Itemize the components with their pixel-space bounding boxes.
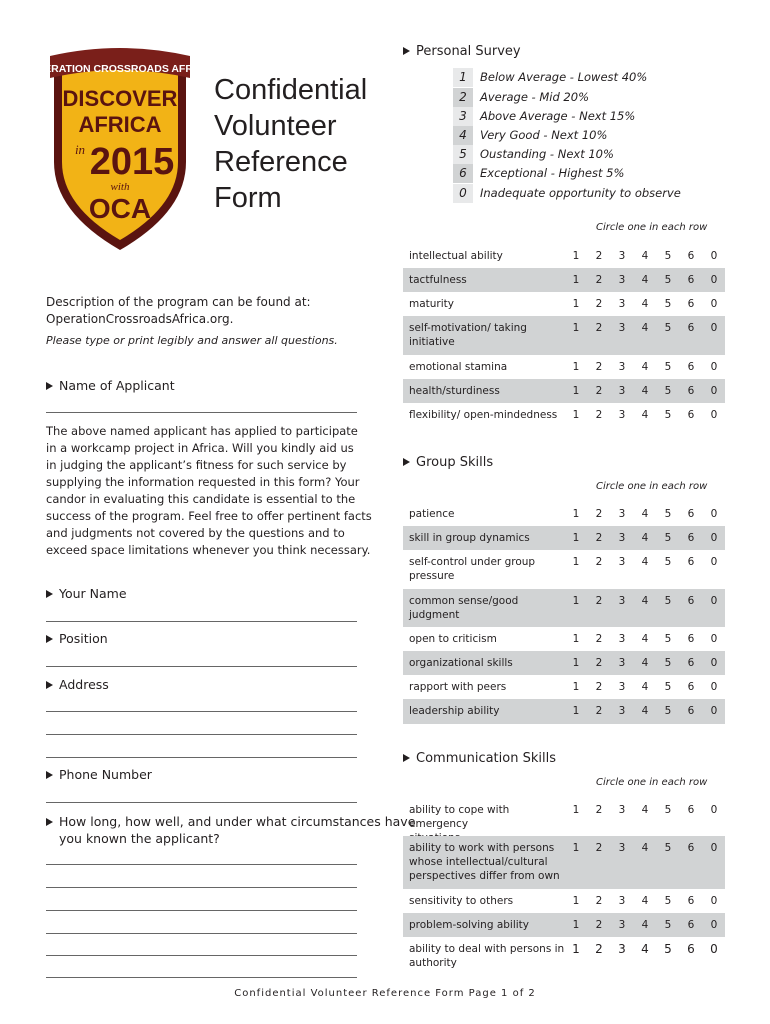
position-line[interactable] (46, 666, 357, 667)
legend-text: Inadequate opportunity to observe (480, 186, 681, 200)
rating-option[interactable]: 5 (664, 385, 672, 397)
rating-label: tactfulness (409, 274, 467, 286)
rating-option[interactable]: 0 (710, 508, 718, 520)
rating-option[interactable]: 4 (641, 595, 649, 607)
address-label (46, 677, 109, 692)
rating-option[interactable]: 3 (618, 409, 626, 421)
rating-option[interactable]: 6 (687, 298, 695, 310)
rating-option[interactable]: 2 (595, 942, 603, 956)
rating-option[interactable]: 0 (710, 532, 718, 544)
rating-row (403, 798, 725, 836)
rating-option[interactable]: 3 (618, 274, 626, 286)
rating-row (403, 937, 725, 975)
rating-option[interactable]: 2 (595, 804, 603, 816)
rating-option[interactable]: 5 (664, 556, 672, 568)
rating-row (403, 550, 725, 589)
rating-option[interactable]: 0 (710, 919, 718, 931)
legend-text: Exceptional - Highest 5% (480, 166, 625, 180)
rating-option[interactable]: 4 (641, 274, 649, 286)
instruction-text: Please type or print legibly and answer all questions. (46, 334, 338, 347)
rating-row (403, 699, 725, 724)
rating-option[interactable]: 5 (664, 409, 672, 421)
rating-option[interactable]: 0 (710, 409, 718, 421)
applicant-label-text: Name of Applicant (59, 378, 175, 393)
rating-option[interactable]: 4 (641, 532, 649, 544)
rating-option[interactable]: 1 (572, 361, 580, 373)
rating-option[interactable]: 2 (595, 556, 603, 568)
rating-option[interactable]: 4 (641, 919, 649, 931)
logo-year-text: 2015 (89, 141, 175, 183)
rating-option[interactable]: 0 (710, 361, 718, 373)
address-line[interactable] (46, 734, 357, 735)
known-answer-line[interactable] (46, 955, 357, 956)
rating-option[interactable]: 0 (710, 385, 718, 397)
legend-row (453, 164, 753, 183)
rating-row (403, 675, 725, 699)
rating-row (403, 268, 725, 292)
legend-row (453, 88, 753, 107)
paragraph-line: supplying the information requested in this form? Your (46, 475, 360, 489)
your-name-label (46, 586, 127, 601)
rating-option[interactable]: 2 (595, 274, 603, 286)
rating-option[interactable]: 5 (664, 274, 672, 286)
rating-option[interactable]: 2 (595, 250, 603, 262)
paragraph-line: in a workcamp project in Africa. Will you kindly aid us (46, 441, 354, 455)
communication-skills-heading (403, 751, 556, 766)
logo-discover-text: DISCOVER (62, 86, 178, 111)
legend-number: 2 (453, 88, 473, 107)
rating-option[interactable]: 6 (687, 705, 695, 717)
known-text-line: you known the applicant? (59, 831, 220, 846)
rating-option[interactable]: 6 (687, 508, 695, 520)
rating-option[interactable]: 6 (687, 919, 695, 931)
oca-logo (28, 42, 212, 254)
rating-option[interactable]: 5 (664, 804, 672, 816)
legend-row (453, 107, 753, 126)
legend-number: 3 (453, 107, 473, 126)
paragraph-line: in judging the applicant’s fitness for such service by (46, 458, 347, 472)
rating-option[interactable]: 3 (618, 298, 626, 310)
triangle-bullet-icon (46, 382, 53, 390)
rating-option[interactable]: 2 (595, 842, 603, 854)
rating-option[interactable]: 5 (664, 595, 672, 607)
communication-skills-heading-text: Communication Skills (416, 751, 556, 766)
rating-option[interactable]: 4 (641, 385, 649, 397)
legend-text: Average - Mid 20% (480, 90, 589, 104)
logo-africa-text: AFRICA (78, 112, 162, 137)
logo-oca-text: OCA (88, 193, 152, 224)
legend-number: 0 (453, 184, 473, 203)
rating-row (403, 403, 725, 427)
your-name-line[interactable] (46, 621, 357, 622)
rating-option[interactable]: 6 (687, 361, 695, 373)
rating-option[interactable]: 3 (618, 250, 626, 262)
triangle-bullet-icon (46, 818, 53, 826)
rating-option[interactable]: 3 (618, 705, 626, 717)
rating-option[interactable]: 1 (572, 385, 580, 397)
rating-label: open to criticism (409, 633, 497, 645)
rating-option[interactable]: 0 (710, 250, 718, 262)
rating-label: ability to cope with emergency (409, 804, 510, 830)
rating-option[interactable]: 1 (572, 804, 580, 816)
program-description (46, 294, 311, 328)
rating-option[interactable]: 0 (710, 274, 718, 286)
paragraph-line: success of the program. Feel free to offer pertinent facts (46, 509, 372, 523)
rating-option[interactable]: 6 (687, 274, 695, 286)
known-text-line: How long, how well, and under what circumstances have (59, 814, 416, 829)
known-applicant-label (46, 813, 415, 847)
rating-option[interactable]: 1 (572, 895, 580, 907)
phone-line[interactable] (46, 802, 357, 803)
rating-option[interactable]: 5 (664, 705, 672, 717)
legend-row (453, 145, 753, 164)
personal-survey-heading-text: Personal Survey (416, 44, 521, 59)
address-text: Address (59, 677, 109, 692)
rating-label: flexibility/ open-mindedness (409, 409, 558, 421)
rating-option[interactable]: 1 (572, 409, 580, 421)
rating-label: ability to work with persons whose intellectual/cultural perspectives differ from own (409, 842, 560, 882)
rating-label: self-motivation/ taking initiative (409, 322, 527, 348)
paragraph-line: exceed space limitations whenever you think necessary. (46, 543, 371, 557)
logo-with-text: with (110, 181, 130, 193)
rating-option[interactable]: 1 (572, 633, 580, 645)
rating-row (403, 627, 725, 651)
triangle-bullet-icon (403, 754, 410, 762)
phone-text: Phone Number (59, 767, 152, 782)
rating-option[interactable]: 1 (572, 705, 580, 717)
rating-option[interactable]: 5 (664, 361, 672, 373)
rating-option[interactable]: 4 (641, 409, 649, 421)
rating-option[interactable]: 2 (595, 298, 603, 310)
rating-option[interactable]: 0 (710, 556, 718, 568)
rating-label: skill in group dynamics (409, 532, 530, 544)
rating-option[interactable]: 6 (687, 895, 695, 907)
legend-number: 6 (453, 164, 473, 183)
rating-option[interactable]: 3 (618, 532, 626, 544)
rating-row (403, 836, 725, 889)
rating-option[interactable]: 3 (618, 895, 626, 907)
circle-note: Circle one in each row (596, 777, 708, 788)
personal-survey-heading (403, 44, 521, 59)
triangle-bullet-icon (46, 771, 53, 779)
paragraph-line: candor in evaluating this candidate is essential to the (46, 492, 356, 506)
rating-option[interactable]: 4 (641, 705, 649, 717)
rating-label: patience (409, 508, 455, 520)
rating-option[interactable]: 3 (618, 508, 626, 520)
rating-option[interactable]: 0 (710, 657, 718, 669)
legend-row (453, 126, 753, 145)
rating-option[interactable]: 2 (595, 681, 603, 693)
title-line: Confidential (214, 74, 368, 106)
rating-option[interactable]: 4 (641, 942, 649, 956)
circle-note: Circle one in each row (596, 222, 708, 233)
rating-option[interactable]: 0 (710, 633, 718, 645)
rating-option[interactable]: 4 (641, 895, 649, 907)
phone-label (46, 767, 152, 782)
rating-row (403, 913, 725, 937)
rating-option[interactable]: 4 (641, 556, 649, 568)
legend-row (453, 68, 753, 87)
rating-option[interactable]: 3 (618, 322, 626, 334)
legend-text: Above Average - Next 15% (480, 109, 636, 123)
rating-row (403, 379, 725, 403)
rating-option[interactable]: 3 (618, 595, 626, 607)
rating-option[interactable]: 0 (710, 298, 718, 310)
rating-option[interactable]: 4 (641, 298, 649, 310)
title-line: Form (214, 182, 282, 214)
legend-text: Below Average - Lowest 40% (480, 70, 648, 84)
applicant-label (46, 378, 175, 393)
rating-option[interactable]: 6 (687, 657, 695, 669)
rating-option[interactable]: 3 (618, 556, 626, 568)
rating-option[interactable]: 0 (710, 942, 718, 956)
rating-option[interactable]: 3 (618, 657, 626, 669)
rating-option[interactable]: 3 (618, 361, 626, 373)
rating-option[interactable]: 5 (664, 508, 672, 520)
rating-option[interactable]: 3 (618, 804, 626, 816)
rating-option[interactable]: 1 (572, 595, 580, 607)
triangle-bullet-icon (403, 458, 410, 466)
rating-option[interactable]: 6 (687, 804, 695, 816)
rating-option[interactable]: 3 (618, 942, 626, 956)
rating-option[interactable]: 4 (641, 657, 649, 669)
rating-option[interactable]: 2 (595, 508, 603, 520)
rating-row (403, 316, 725, 355)
legend-number: 5 (453, 145, 473, 164)
rating-option[interactable]: 4 (641, 804, 649, 816)
rating-option[interactable]: 6 (687, 322, 695, 334)
legend-number: 4 (453, 126, 473, 145)
rating-option[interactable]: 5 (664, 842, 672, 854)
rating-option[interactable]: 0 (710, 681, 718, 693)
known-answer-line[interactable] (46, 977, 357, 978)
rating-label: rapport with peers (409, 681, 507, 693)
rating-option[interactable]: 4 (641, 250, 649, 262)
rating-option[interactable]: 2 (595, 633, 603, 645)
rating-label: health/sturdiness (409, 385, 500, 397)
rating-option[interactable]: 3 (618, 681, 626, 693)
rating-option[interactable]: 1 (572, 657, 580, 669)
triangle-bullet-icon (403, 47, 410, 55)
rating-option[interactable]: 6 (687, 250, 695, 262)
rating-option[interactable]: 4 (641, 681, 649, 693)
rating-label: leadership ability (409, 705, 500, 717)
rating-option[interactable]: 2 (595, 532, 603, 544)
triangle-bullet-icon (46, 635, 53, 643)
page-title (214, 72, 367, 216)
rating-option[interactable]: 5 (664, 532, 672, 544)
logo-banner-text: OPERATION CROSSROADS AFRICA (28, 63, 212, 75)
rating-option[interactable]: 3 (618, 385, 626, 397)
paragraph-line: The above named applicant has applied to participate (46, 424, 358, 438)
rating-option[interactable]: 0 (710, 804, 718, 816)
rating-label: self-control under group pressure (409, 556, 536, 582)
logo-in-text: in (74, 142, 86, 157)
intro-paragraph (46, 423, 372, 559)
rating-option[interactable]: 4 (641, 633, 649, 645)
rating-option[interactable]: 4 (641, 322, 649, 334)
rating-option[interactable]: 4 (641, 508, 649, 520)
rating-option[interactable]: 2 (595, 322, 603, 334)
rating-option[interactable]: 5 (664, 298, 672, 310)
legend-number: 1 (453, 68, 473, 87)
title-line: Volunteer (214, 110, 337, 142)
rating-option[interactable]: 6 (687, 385, 695, 397)
rating-option[interactable]: 2 (595, 895, 603, 907)
rating-label: sensitivity to others (409, 895, 514, 907)
paragraph-line: and judgments not covered by the questions and to (46, 526, 345, 540)
rating-option[interactable]: 5 (664, 633, 672, 645)
rating-option[interactable]: 1 (572, 298, 580, 310)
description-link: OperationCrossroadsAfrica.org. (46, 312, 234, 326)
rating-option[interactable]: 6 (687, 633, 695, 645)
circle-note: Circle one in each row (596, 481, 708, 492)
rating-option[interactable]: 2 (595, 657, 603, 669)
rating-option[interactable]: 5 (664, 250, 672, 262)
rating-option[interactable]: 5 (664, 322, 672, 334)
rating-option[interactable]: 1 (572, 532, 580, 544)
rating-option[interactable]: 6 (687, 595, 695, 607)
rating-row (403, 502, 725, 526)
rating-option[interactable]: 2 (595, 385, 603, 397)
rating-option[interactable]: 5 (664, 681, 672, 693)
rating-option[interactable]: 1 (572, 322, 580, 334)
rating-option[interactable]: 0 (710, 842, 718, 854)
rating-option[interactable]: 0 (710, 322, 718, 334)
rating-option[interactable]: 3 (618, 633, 626, 645)
known-answer-line[interactable] (46, 864, 357, 865)
rating-option[interactable]: 3 (618, 842, 626, 854)
rating-option[interactable]: 2 (595, 705, 603, 717)
rating-label: intellectual ability (409, 250, 503, 262)
rating-option[interactable]: 5 (664, 895, 672, 907)
title-line: Reference (214, 146, 348, 178)
rating-option[interactable]: 1 (572, 508, 580, 520)
rating-option[interactable]: 5 (664, 657, 672, 669)
your-name-text: Your Name (59, 586, 127, 601)
rating-label: common sense/good judgment (409, 595, 519, 621)
rating-option[interactable]: 1 (572, 842, 580, 854)
rating-option[interactable]: 1 (572, 942, 580, 956)
rating-option[interactable]: 0 (710, 705, 718, 717)
rating-row (403, 889, 725, 913)
page-footer: Confidential Volunteer Reference Form Page 1 of 2 (234, 988, 536, 999)
rating-option[interactable]: 2 (595, 409, 603, 421)
rating-label: organizational skills (409, 657, 513, 669)
rating-option[interactable]: 1 (572, 250, 580, 262)
rating-label: maturity (409, 298, 454, 310)
known-answer-line[interactable] (46, 933, 357, 934)
rating-option[interactable]: 6 (687, 532, 695, 544)
address-line[interactable] (46, 757, 357, 758)
rating-option[interactable]: 6 (687, 409, 695, 421)
rating-option[interactable]: 6 (687, 556, 695, 568)
known-answer-line[interactable] (46, 887, 357, 888)
rating-label: ability to deal with persons in authority (409, 943, 565, 969)
rating-option[interactable]: 6 (687, 681, 695, 693)
rating-option[interactable]: 4 (641, 842, 649, 854)
rating-row (403, 355, 725, 379)
rating-option[interactable]: 2 (595, 361, 603, 373)
rating-label: problem-solving ability (409, 919, 530, 931)
known-answer-line[interactable] (46, 910, 357, 911)
rating-option[interactable]: 1 (572, 274, 580, 286)
rating-row (403, 589, 725, 627)
rating-row (403, 526, 725, 550)
rating-option[interactable]: 2 (595, 919, 603, 931)
rating-row (403, 292, 725, 316)
rating-option[interactable]: 6 (687, 942, 695, 956)
rating-option[interactable]: 1 (572, 556, 580, 568)
rating-option[interactable]: 5 (664, 942, 672, 956)
rating-row (403, 651, 725, 675)
rating-option[interactable]: 0 (710, 895, 718, 907)
group-skills-heading (403, 455, 493, 470)
rating-label: emotional stamina (409, 361, 508, 373)
legend-row (453, 184, 753, 203)
rating-option[interactable]: 1 (572, 681, 580, 693)
applicant-name-line[interactable] (46, 412, 357, 413)
position-text: Position (59, 631, 108, 646)
rating-option[interactable]: 2 (595, 595, 603, 607)
rating-option[interactable]: 4 (641, 361, 649, 373)
triangle-bullet-icon (46, 681, 53, 689)
rating-option[interactable]: 3 (618, 919, 626, 931)
position-label (46, 631, 108, 646)
rating-option[interactable]: 0 (710, 595, 718, 607)
triangle-bullet-icon (46, 590, 53, 598)
legend-text: Very Good - Next 10% (480, 128, 608, 142)
rating-option[interactable]: 5 (664, 919, 672, 931)
address-line[interactable] (46, 711, 357, 712)
rating-option[interactable]: 1 (572, 919, 580, 931)
rating-option[interactable]: 6 (687, 842, 695, 854)
group-skills-heading-text: Group Skills (416, 455, 494, 470)
description-line: Description of the program can be found at: (46, 295, 311, 309)
legend-text: Oustanding - Next 10% (480, 147, 614, 161)
rating-row (403, 244, 725, 268)
